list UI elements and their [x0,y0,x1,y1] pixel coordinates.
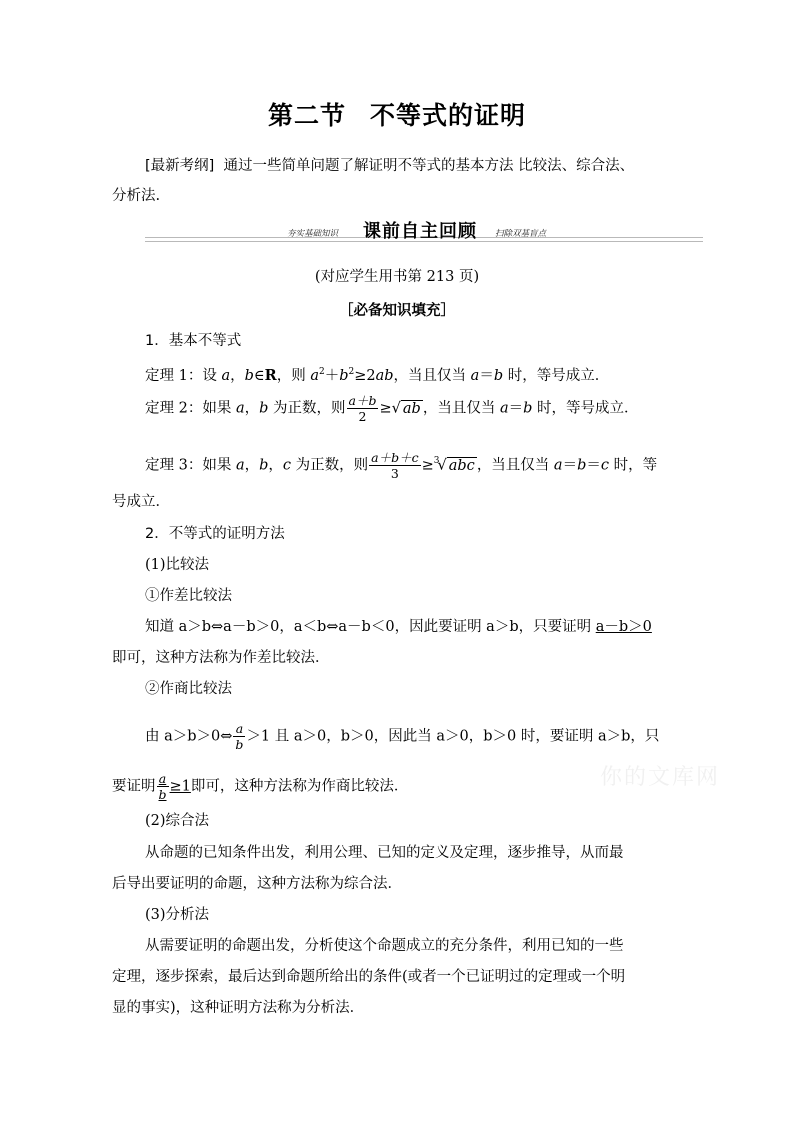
t3-root-index: 3 [433,455,440,466]
t1-exp-2: 2 [348,367,355,377]
quotient-frac-num: a [233,721,245,737]
t2-ge: ≥ [379,400,392,417]
t2-var-a: a [235,400,245,417]
t2-sqrt: √ [391,400,401,417]
method-analysis: (3)分析法 [145,907,210,923]
t2-text-a: 定理 2：如果 [145,400,236,417]
analysis-text-3: 显的事实)，这种证明方法称为分析法． [112,1000,365,1016]
t3-end-2: 号成立． [112,494,170,510]
title-topic: 不等式的证明 [370,101,527,130]
title-section-number: 第二节 [267,101,346,130]
t3-ge: ≥ [421,457,434,474]
t3-eq-a: a [553,457,563,474]
quotient-text-1 [145,721,659,752]
t1-in: ∈ [253,367,265,384]
syllabus-tag: [最新考纲] [145,158,215,174]
difference-text-1-a: 知道 a＞b⇔a－b＞0，a＜b⇔a－b＜0，因此要证明 a＞b，只要证明 [145,619,596,635]
quotient-answer-num: a [157,771,169,787]
t3-frac-num: a＋b＋c [371,450,419,465]
banner-left-text: 夯实基础知识 [287,229,339,239]
theorem-1 [145,362,609,386]
quotient-frac-den: b [235,737,244,752]
t2-iff: ，当且仅当 [422,400,500,417]
t1-iff: ，当且仅当 [393,367,471,384]
quotient-answer: ≥1 [169,778,191,795]
t1-ab: ab [375,367,394,384]
page-title [0,96,794,132]
synthesis-text-1: 从命题的已知条件出发，利用公理、已知的定义及定理，逐步推导，从而最 [145,845,624,861]
t1-comma: ， [230,367,245,384]
t1-var-a2: a [310,367,319,384]
t1-set-r: R [264,366,277,384]
syllabus-line-1 [145,156,634,176]
t1-var-b: b [244,367,254,384]
t1-var-b2: b [339,367,349,384]
t3-radicand: abc [448,457,475,474]
t1-ge: ≥2 [354,367,376,384]
t2-comma: ， [244,400,260,417]
t1-eq: ＝ [479,367,494,384]
t1-text-a: 定理 1：设 [145,367,222,384]
t1-exp-1: 2 [318,367,325,377]
syllabus-text-1: 通过一些简单问题了解证明不等式的基本方法 比较法、综合法、 [223,158,635,174]
syllabus-text-2: 分析法. [112,188,161,204]
t2-fraction [347,393,379,424]
quotient-text-2-b: 即可，这种方法称为作商比较法． [190,778,409,795]
t2-eq-a: a [499,400,509,417]
t2-frac-num: a＋b [348,393,377,408]
t2-radicand: ab [402,400,421,417]
section-banner [145,213,703,247]
t3-iff: ，当且仅当 [476,457,554,474]
t3-eq-1: ＝ [562,457,578,474]
analysis-text-2: 定理，逐步探索，最后达到命题所给出的条件(或者一个已证明过的定理或一个明 [112,969,626,985]
watermark: 你的文库网 [600,765,721,790]
difference-text-2: 即可，这种方法称为作差比较法． [112,650,330,666]
t1-var-a: a [221,367,231,384]
t2-eq-b: b [523,400,533,417]
method-quotient: ②作商比较法 [145,681,232,697]
synthesis-text-2: 后导出要证明的命题，这种方法称为综合法． [112,876,402,892]
syllabus-line-2 [112,186,160,206]
heading-proof-methods: 2．不等式的证明方法 [145,526,285,542]
difference-text-1 [145,617,652,637]
theorem-2 [145,393,639,424]
heading-basic-inequalities: 1．基本不等式 [145,333,242,349]
banner-right-text: 扫除双基盲点 [495,229,547,239]
t3-fraction [369,450,420,481]
t2-end: 时，等号成立． [532,400,639,417]
quotient-text-1-a: 由 a＞b＞0⇔ [145,728,233,745]
t3-eq-2: ＝ [586,457,601,474]
t3-sqrt: √ [437,457,447,474]
theorem-3-cont [112,492,170,512]
quotient-answer-den: b [158,787,167,802]
t3-comma-1: ， [244,457,260,474]
t3-text-a: 定理 3：如果 [145,457,236,474]
t3-positive: 为正数，则 [291,457,369,474]
t3-eq-b: b [577,457,587,474]
quotient-text-2 [112,771,408,802]
t3-comma-2: ， [268,457,283,474]
t2-var-b: b [259,400,269,417]
t2-eq: ＝ [508,400,524,417]
method-synthesis: (2)综合法 [145,813,210,829]
theorem-3 [145,450,657,481]
quotient-fraction [233,721,245,752]
t3-var-b: b [259,457,269,474]
t2-positive: 为正数，则 [268,400,346,417]
method-comparison: (1)比较法 [145,557,210,573]
t3-frac-den: 3 [390,466,399,481]
t3-eq-c: c [600,457,609,474]
t1-eq-a: a [470,367,480,384]
method-difference: ①作差比较法 [145,588,232,604]
quotient-answer-fraction [157,771,169,802]
page-reference: (对应学生用书第 213 页) [314,269,480,285]
t3-var-a: a [235,457,245,474]
t2-frac-den: 2 [358,409,367,424]
t1-then: ，则 [276,367,311,384]
t3-var-c: c [282,457,292,474]
t3-end: 时，等 [609,457,658,474]
t1-end: 时，等号成立． [503,367,610,384]
section-label: ［必备知识填充］ [339,303,455,319]
difference-answer: a－b＞0 [595,619,652,635]
analysis-text-1: 从需要证明的命题出发，分析使这个命题成立的充分条件，利用已知的一些 [145,938,624,954]
t1-plus: ＋ [324,367,340,384]
quotient-text-2-a: 要证明 [112,778,156,795]
quotient-text-1-b: ＞1 且 a＞0，b＞0，因此当 a＞0，b＞0 时，要证明 a＞b，只 [246,728,660,745]
banner-title: 课前自主回顾 [363,221,477,242]
t1-eq-b: b [493,367,504,384]
